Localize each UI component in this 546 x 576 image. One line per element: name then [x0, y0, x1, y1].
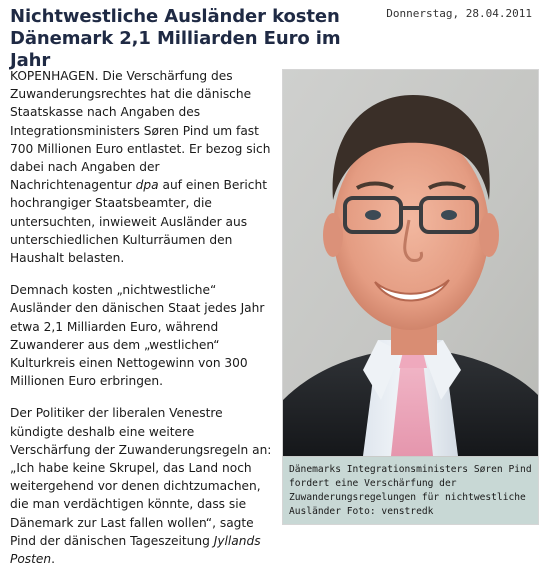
paragraph-1-text-a: KOPENHAGEN. Die Verschärfung des Zuwanderungsrechtes hat die dänische Staatskasse nach Angaben des Integrationsministers Søren Pind um fast 700 Millionen Euro entlastet. Er bezog sich dabei nach Angaben der Nachrichtenagentur	[10, 69, 271, 193]
paragraph-1-text-b: auf einen Bericht hochrangiger Staatsbeamter, die untersuchten, inwieweit Ausländer aus unterschiedlichen Kulturräumen den Haushalt belasten.	[10, 178, 268, 266]
article-headline	[10, 6, 380, 72]
photo-box	[282, 69, 539, 525]
article-body	[10, 67, 273, 576]
portrait-photo	[283, 70, 538, 456]
agency-name: dpa	[135, 178, 159, 193]
portrait-illustration	[283, 70, 538, 456]
paragraph-3-text-a: Der Politiker der liberalen Venestre kündigte deshalb eine weitere Verschärfung der Zuwanderungsregeln an: „Ich habe keine Skrupel, das Land noch weitergehend vor denen dichtzumachen, die man verdächtigen könnte, dass sie Dänemark zur Last fallen wollen“, sagte Pind der dänischen Tageszeitung	[10, 406, 272, 548]
publication-date: Donnerstag, 28.04.2011	[386, 7, 532, 20]
newspaper-name: Jyllands Posten	[10, 533, 261, 567]
paragraph-3-text-b: .	[51, 552, 56, 567]
paragraph-1	[10, 67, 273, 267]
photo-caption: Dänemarks Integrationsministers Søren Pind fordert eine Verschärfung der Zuwanderungsregelungen für nichtwestliche Ausländer Foto: venstredk	[283, 457, 538, 524]
paragraph-2: Demnach kosten „nichtwestliche“ Ausländer den dänischen Staat jedes Jahr etwa 2,1 Milliarden Euro, während Zuwanderer aus dem „westlichen“ Kulturkreis einen Nettogewinn von 300 Millionen Euro erbringen.	[10, 283, 265, 389]
paragraph-3	[10, 404, 273, 568]
headline-line-2: Dänemark 2,1 Milliarden Euro im Jahr	[10, 28, 341, 71]
headline-line-1: Nichtwestliche Ausländer kosten	[10, 6, 340, 27]
